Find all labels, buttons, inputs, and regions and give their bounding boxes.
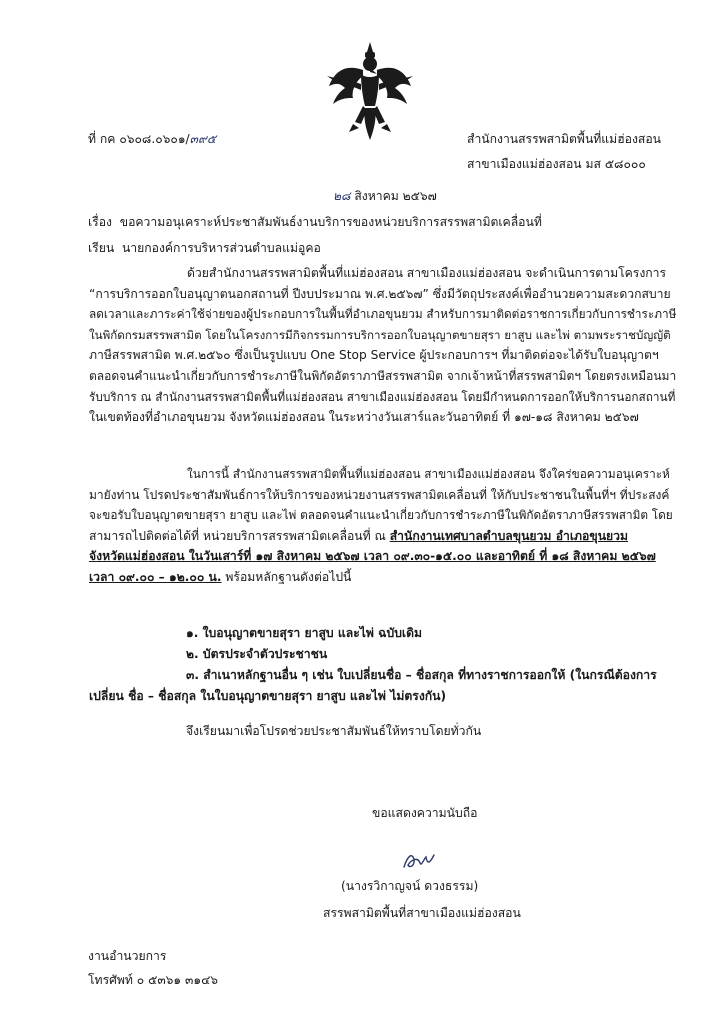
paragraph-line-location xyxy=(89,526,677,547)
document-item-3: ๓. สำเนาหลักฐานอื่น ๆ เช่น ใบเปลี่ยนชื่อ – ชื่อสกุล ที่ทางราชการออกให้ (ในกรณีต้องการ xyxy=(186,668,657,682)
paragraph-line: ในพิกัดกรมสรรพสามิต โดยในโครงการมีกิจกรรมการบริการออกใบอนุญาตขายสุรา ยาสูบ และไพ่ ตามพระราชบัญญัติ xyxy=(89,327,671,342)
footer-department: งานอำนวยการ xyxy=(88,949,167,963)
garuda-emblem-icon xyxy=(327,40,413,144)
service-schedule: จังหวัดแม่ฮ่องสอน ในวันเสาร์ที่ ๑๗ สิงหาคม ๒๕๖๗ เวลา ๐๙.๓๐-๑๕.๐๐ และอาทิตย์ ที่ ๑๘ สิงหาคม ๒๕๖๗ xyxy=(89,549,656,564)
reference-handwritten-number: ๓๙๕ xyxy=(189,132,217,146)
date-handwritten-day: ๒๘ xyxy=(333,189,351,203)
office-address: สาขาเมืองแม่ฮ่องสอน มส ๕๘๐๐๐ xyxy=(467,157,646,171)
paragraph-line: ลดเวลาและภาระค่าใช้จ่ายของผู้ประกอบการในพื้นที่อำเภอขุนยวม สำหรับการมาติดต่อราชการเกี่ยวกับการชำระภาษี xyxy=(89,307,677,322)
paragraph-line: ตลอดจนคำแนะนำเกี่ยวกับการชำระภาษีในพิกัดอัตราภาษีสรรพสามิต จากเจ้าหน้าที่สรรพสามิตฯ โดยตรงเหมือนมา xyxy=(89,368,677,383)
body-paragraph-1 xyxy=(89,263,677,428)
required-documents-intro: พร้อมหลักฐานดังต่อไปนี้ xyxy=(221,569,352,584)
closing-request: จึงเรียนมาเพื่อโปรดช่วยประชาสัมพันธ์ให้ทราบโดยทั่วกัน xyxy=(186,724,482,738)
body-paragraph-2 xyxy=(89,464,677,588)
paragraph-line: ในการนี้ สำนักงานสรรพสามิตพื้นที่แม่ฮ่องสอน สาขาเมืองแม่ฮ่องสอน จึงใคร่ขอความอนุเคราะห์ xyxy=(187,467,670,481)
handwritten-signature-icon xyxy=(402,849,436,873)
letter-date xyxy=(333,188,437,204)
paragraph-line: ในเขตท้องที่อำเภอขุนยวม จังหวัดแม่ฮ่องสอน ในระหว่างวันเสาร์และวันอาทิตย์ ที่ ๑๗-๑๘ สิงหาคม ๒๕๖๗ xyxy=(89,410,639,425)
signer-name: (นางรวิกาญจน์ ดวงธรรม) xyxy=(341,879,479,893)
paragraph-line: “การบริการออกใบอนุญาตนอกสถานที่ ปีงบประมาณ พ.ศ.๒๕๖๗” ซึ่งมีวัตถุประสงค์เพื่ออำนวยความสะดวกสบาย xyxy=(89,286,671,301)
date-month-year: สิงหาคม ๒๕๖๗ xyxy=(354,189,437,203)
reference-prefix: ที่ กค ๐๖๐๘.๐๖๐๑/ xyxy=(88,132,190,146)
service-time: เวลา ๐๙.๐๐ – ๑๒.๐๐ น. xyxy=(89,569,222,584)
subject-label: เรื่อง xyxy=(88,215,112,229)
document-item-2: ๒. บัตรประจำตัวประชาชน xyxy=(186,647,328,661)
recipient-line xyxy=(88,240,321,256)
document-item-1: ๑. ใบอนุญาตขายสุรา ยาสูบ และไพ่ ฉบับเดิม xyxy=(186,626,423,640)
location-intro: สามารถไปติดต่อได้ที่ หน่วยบริการสรรพสามิตเคลื่อนที่ ณ xyxy=(89,528,390,543)
service-location: สำนักงานเทศบาลตำบลขุนยวม อำเภอขุนยวม xyxy=(389,528,629,543)
recipient-text: นายกองค์การบริหารส่วนตำบลแม่อูคอ xyxy=(121,241,321,255)
signature-closing: ขอแสดงความนับถือ xyxy=(372,806,478,820)
recipient-label: เรียน xyxy=(88,241,115,255)
paragraph-line-time xyxy=(89,567,677,588)
paragraph-line: ด้วยสำนักงานสรรพสามิตพื้นที่แม่ฮ่องสอน สาขาเมืองแม่ฮ่องสอน จะดำเนินการตามโครงการ xyxy=(187,266,667,280)
footer-phone: โทรศัพท์ ๐ ๕๓๖๑ ๓๑๔๖ xyxy=(88,973,219,987)
signer-position: สรรพสามิตพื้นที่สาขาเมืองแม่ฮ่องสอน xyxy=(323,906,521,920)
reference-number xyxy=(88,131,216,147)
paragraph-line: ภาษีสรรพสามิต พ.ศ.๒๕๖๐ ซึ่งเป็นรูปแบบ One Stop Service ผู้ประกอบการฯ ที่มาติดต่อจะได้รับใบอนุญาตฯ xyxy=(89,348,659,363)
subject-line xyxy=(88,214,542,230)
paragraph-line: รับบริการ ณ สำนักงานสรรพสามิตพื้นที่แม่ฮ่องสอน สาขาเมืองแม่ฮ่องสอน โดยมีกำหนดการออกให้บริการนอกสถานที่ xyxy=(89,389,676,404)
paragraph-line: มายังท่าน โปรดประชาสัมพันธ์การให้บริการของหน่วยงานสรรพสามิตเคลื่อนที่ ให้กับประชาชนในพื้นที่ฯ ที่ประสงค์ xyxy=(89,487,670,502)
subject-text: ขอความอนุเคราะห์ประชาสัมพันธ์งานบริการของหน่วยบริการสรรพสามิตเคลื่อนที่ xyxy=(119,215,542,229)
paragraph-line: จะขอรับใบอนุญาตขายสุรา ยาสูบ และไพ่ ตลอดจนคำแนะนำเกี่ยวกับการชำระภาษีในพิกัดอัตราภาษีสรรพสามิต โดย xyxy=(89,508,673,523)
office-name: สำนักงานสรรพสามิตพื้นที่แม่ฮ่องสอน xyxy=(467,132,662,146)
document-item-3-continued: เปลี่ยน ชื่อ – ชื่อสกุล ในใบอนุญาตขายสุรา ยาสูบ และไพ่ ไม่ตรงกัน) xyxy=(89,689,447,703)
